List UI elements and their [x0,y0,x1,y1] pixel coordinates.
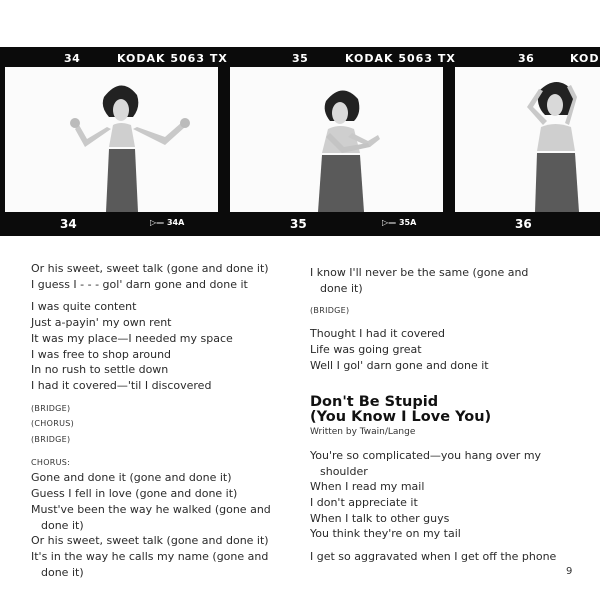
woman-photo-arms-raised [5,67,218,212]
lyric-line: Just a-payin' my own rent [31,316,172,330]
filmstrip [0,47,600,236]
page-number: 9 [566,566,573,577]
frame-number-top-35: 35 [292,52,309,65]
film-brand-label-partial: KOD [570,52,600,65]
lyric-line: I guess I - - - gol' darn gone and done it [31,277,248,291]
song-subtitle: (You Know I Love You) [310,409,492,426]
chorus-label: CHORUS: [31,457,71,467]
film-brand-label: KODAK 5063 TX [345,52,456,65]
bridge-marker: (BRIDGE) [310,306,350,316]
lyric-line: I had it covered—'til I discovered [31,378,212,392]
film-brand-label: KODAK 5063 TX [117,52,228,65]
bridge-marker: (BRIDGE) [31,435,71,445]
lyric-line: Or his sweet, sweet talk (gone and done it) [31,262,269,275]
frame-number-bottom-35: 35 [290,217,307,231]
frame-edge-label-34a [150,218,184,227]
lyric-line: I was quite content [31,300,137,314]
lyric-line: You think they're on my tail [310,527,461,541]
lyric-line: Or his sweet, sweet talk (gone and done it) [31,534,269,548]
lyric-line: When I talk to other guys [310,511,450,525]
woman-photo-hands-together [230,67,443,212]
lyric-line: Guess I fell in love (gone and done it) [31,487,238,501]
film-arrow-icon: ▷— [150,218,165,227]
woman-photo-hand-on-head [455,67,600,212]
songwriter-credit: Written by Twain/Lange [310,427,416,438]
film-arrow-icon: ▷— [382,218,397,227]
lyric-line: I get so aggravated when I get off the phone [310,550,557,564]
lyric-line: done it) [320,281,363,295]
lyric-line: In no rush to settle down [31,363,169,377]
photo-frame-34 [5,67,218,212]
frame-edge-label-text: 35A [398,218,417,227]
lyric-line: Must've been the way he walked (gone and [31,502,271,516]
lyrics-right-column [310,265,565,565]
photo-frame-36 [455,67,600,212]
frame-number-bottom-34: 34 [60,217,77,231]
lyric-line: I don't appreciate it [310,496,418,510]
lyric-line: Well I gol' darn gone and done it [310,358,489,372]
frame-edge-label-text: 34A [166,218,185,227]
lyric-line: It was my place—I needed my space [31,331,233,345]
lyric-line: done it) [41,518,84,532]
lyric-line: I know I'll never be the same (gone and [310,266,529,279]
lyrics-left-column [31,261,291,580]
song-title: Don't Be Stupid [310,394,439,411]
lyric-line: Life was going great [310,342,422,356]
lyric-line: You're so complicated—you hang over my [310,448,542,462]
lyric-line: Thought I had it covered [310,327,446,341]
lyric-line: When I read my mail [310,480,425,494]
bridge-marker: (BRIDGE) [31,403,71,413]
frame-number-bottom-36: 36 [515,217,532,231]
lyric-line: I was free to shop around [31,347,172,361]
frame-number-top-34: 34 [64,52,81,65]
photo-frame-35 [230,67,443,212]
lyric-line: done it) [41,565,84,579]
lyric-line: It's in the way he calls my name (gone and [31,549,269,563]
frame-edge-label-35a [382,218,416,227]
lyric-line: shoulder [320,464,368,478]
chorus-marker: (CHORUS) [31,419,75,429]
frame-number-top-36: 36 [518,52,535,65]
lyric-line: Gone and done it (gone and done it) [31,471,232,485]
